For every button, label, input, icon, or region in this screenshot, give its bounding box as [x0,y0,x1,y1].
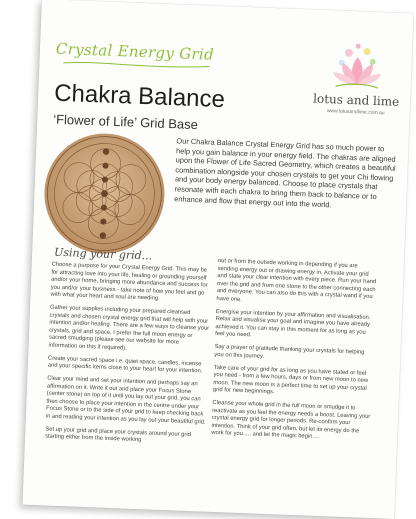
info-sheet [22,0,413,519]
instructions-left-column [45,262,212,453]
series-title [56,40,215,64]
brand-url: www.lotusandlime.com.au [326,108,385,117]
lotus-flower-icon [328,40,388,92]
flower-of-life-grid-image [40,129,169,258]
instruction-paragraph: Take care of your grid for as long as you have stated or feel you need - from a few hours, days or from new moon to new moon. The new moon is a perfect time to set up your crystal grid for new beginnings. [212,364,369,396]
brand-name: lotus and lime [312,91,400,109]
instruction-paragraph: Choose a purpose for your Crystal Energy Grid. This may be for attracting love into your life, healing or grounding yourself and/or your home, bringing more abundance and success for you and/or your business - take note of how you feel and go with what your heart and soul are needing. [50,261,208,302]
instruction-paragraph: Set up your grid and place your crystals around your grid starting either from the inside working [44,425,192,444]
instruction-paragraph: Gather your supplies including your prepared cleansed crystals and chosen crystal energy grid that will help with your intention and/or healing. There are a few ways to cleanse your crystals, grid and space, I prefer the full moon energy or sacred smudging (please see our website for more information on this if required). [48,304,210,352]
series-title-text: Crystal Energy Grid [55,39,215,64]
instruction-paragraph: out or from the outside working in depending if you are sending energy out or drawing energy in. Activate your grid and state your clear intention with every piece. Run your hand over the grid and from one stone to the other connecting each and everyone. You can also do this with a crystal wand if you have one. [216,258,377,303]
brand-logo [308,39,407,117]
instructions-right-column [211,258,378,449]
intro-paragraph: Our Chakra Balance Crystal Energy Grid has so much power to help you gain balance in your energy field. The chakras are aligned upon the Flower of Life Sacred Geometry, which creates a beautiful combination alongside your chosen crystals to get your Chi flowing and your body energy balanced. Choose to place crystals that resonate with each chakra to bring them back to balance or to enhance and flow that energy out into the world. [174,136,396,209]
page-title: Chakra Balance [53,79,226,114]
instruction-paragraph: Energise your intention by your affirmation and visualisation. Relax and visualise your goal and imagine you have already achieved it. You can stay in this moment for as long as you feel you need. [215,308,371,339]
instruction-paragraph: Cleanse your whole grid in the full moon or smudge it to reactivate as you feel the energy needs a boost. Leaving your crystal energy grid for longer periods. Re-confirm your intention. Think of your grid often, but let its energy do the work for you..... and let the magic begin.... [211,399,371,441]
instruction-paragraph: Clear your mind and set your intention and perhaps say an affirmation on it. Write it out and place your Focus Stone (center stone) on top of it until you lay out your grid, you can then choose to place your intention in the centre under your Focus Stone or to the side of your grid to keep checking back in and reading your intention as you lay out your beautiful grid. [45,375,206,426]
instruction-paragraph: Create your sacred space i.e. quiet space, candles, incense and your specific items close to your heart for your intention. [47,355,203,375]
page-subtitle: ‘Flower of Life’ Grid Base [52,111,199,133]
using-your-grid-heading: Using your grid... [53,245,153,263]
instruction-paragraph: Say a prayer of gratitude thanking your crystals for helping you on this journey. [214,343,365,360]
